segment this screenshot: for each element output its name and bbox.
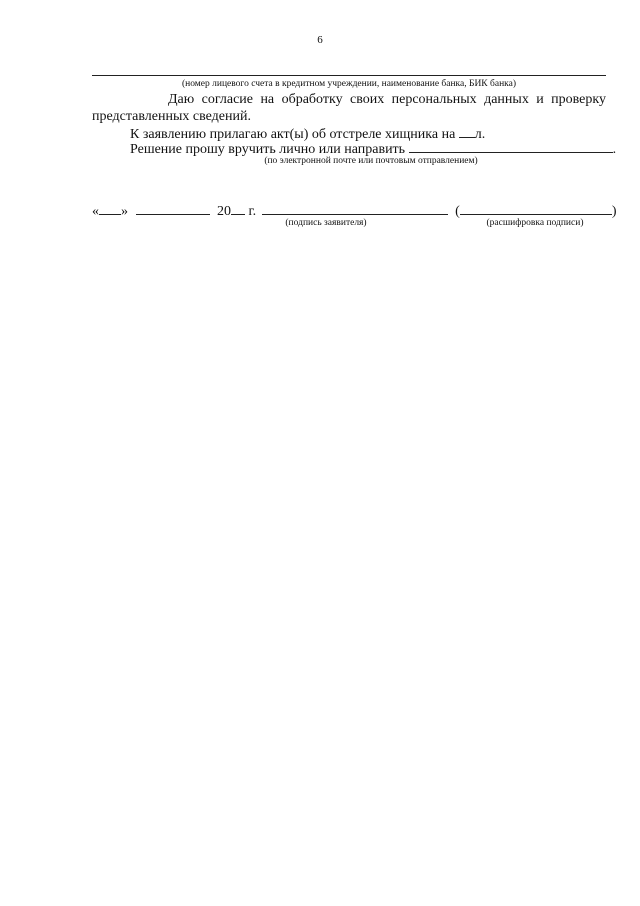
account-details-caption: (номер лицевого счета в кредитном учреждении, наименование банка, БИК банка) [181, 79, 517, 89]
attachment-pages-field[interactable] [459, 126, 475, 138]
account-details-line[interactable] [92, 75, 606, 76]
delivery-text: Решение прошу вручить лично или направить [130, 142, 406, 157]
decoding-open-paren: ( [455, 204, 460, 219]
signature-caption: (подпись заявителя) [285, 218, 367, 228]
year-field[interactable] [231, 203, 245, 215]
signature-decoding-caption: (расшифровка подписи) [486, 218, 584, 228]
month-field[interactable] [136, 203, 210, 215]
attachment-pages-unit: л. [474, 127, 486, 142]
delivery-caption: (по электронной почте или почтовым отправлением) [264, 156, 478, 166]
year-suffix: г. [248, 204, 257, 219]
page-number: 6 [317, 34, 323, 46]
signature-field[interactable] [262, 203, 448, 215]
date-close-quote: » [121, 204, 128, 219]
year-prefix: 20 [217, 204, 231, 219]
delivery-method-field[interactable] [409, 141, 613, 153]
attachment-text: К заявлению прилагаю акт(ы) об отстреле хищника на [130, 127, 456, 142]
consent-text-line-1: Даю согласие на обработку своих персональных данных и проверку [168, 92, 606, 107]
date-open-quote: « [92, 204, 99, 219]
day-field[interactable] [99, 203, 121, 215]
signature-decoding-field[interactable] [460, 203, 612, 215]
consent-text-line-2: представленных сведений. [92, 109, 251, 124]
decoding-close-paren: ) [611, 204, 617, 219]
delivery-period: . [612, 142, 617, 157]
